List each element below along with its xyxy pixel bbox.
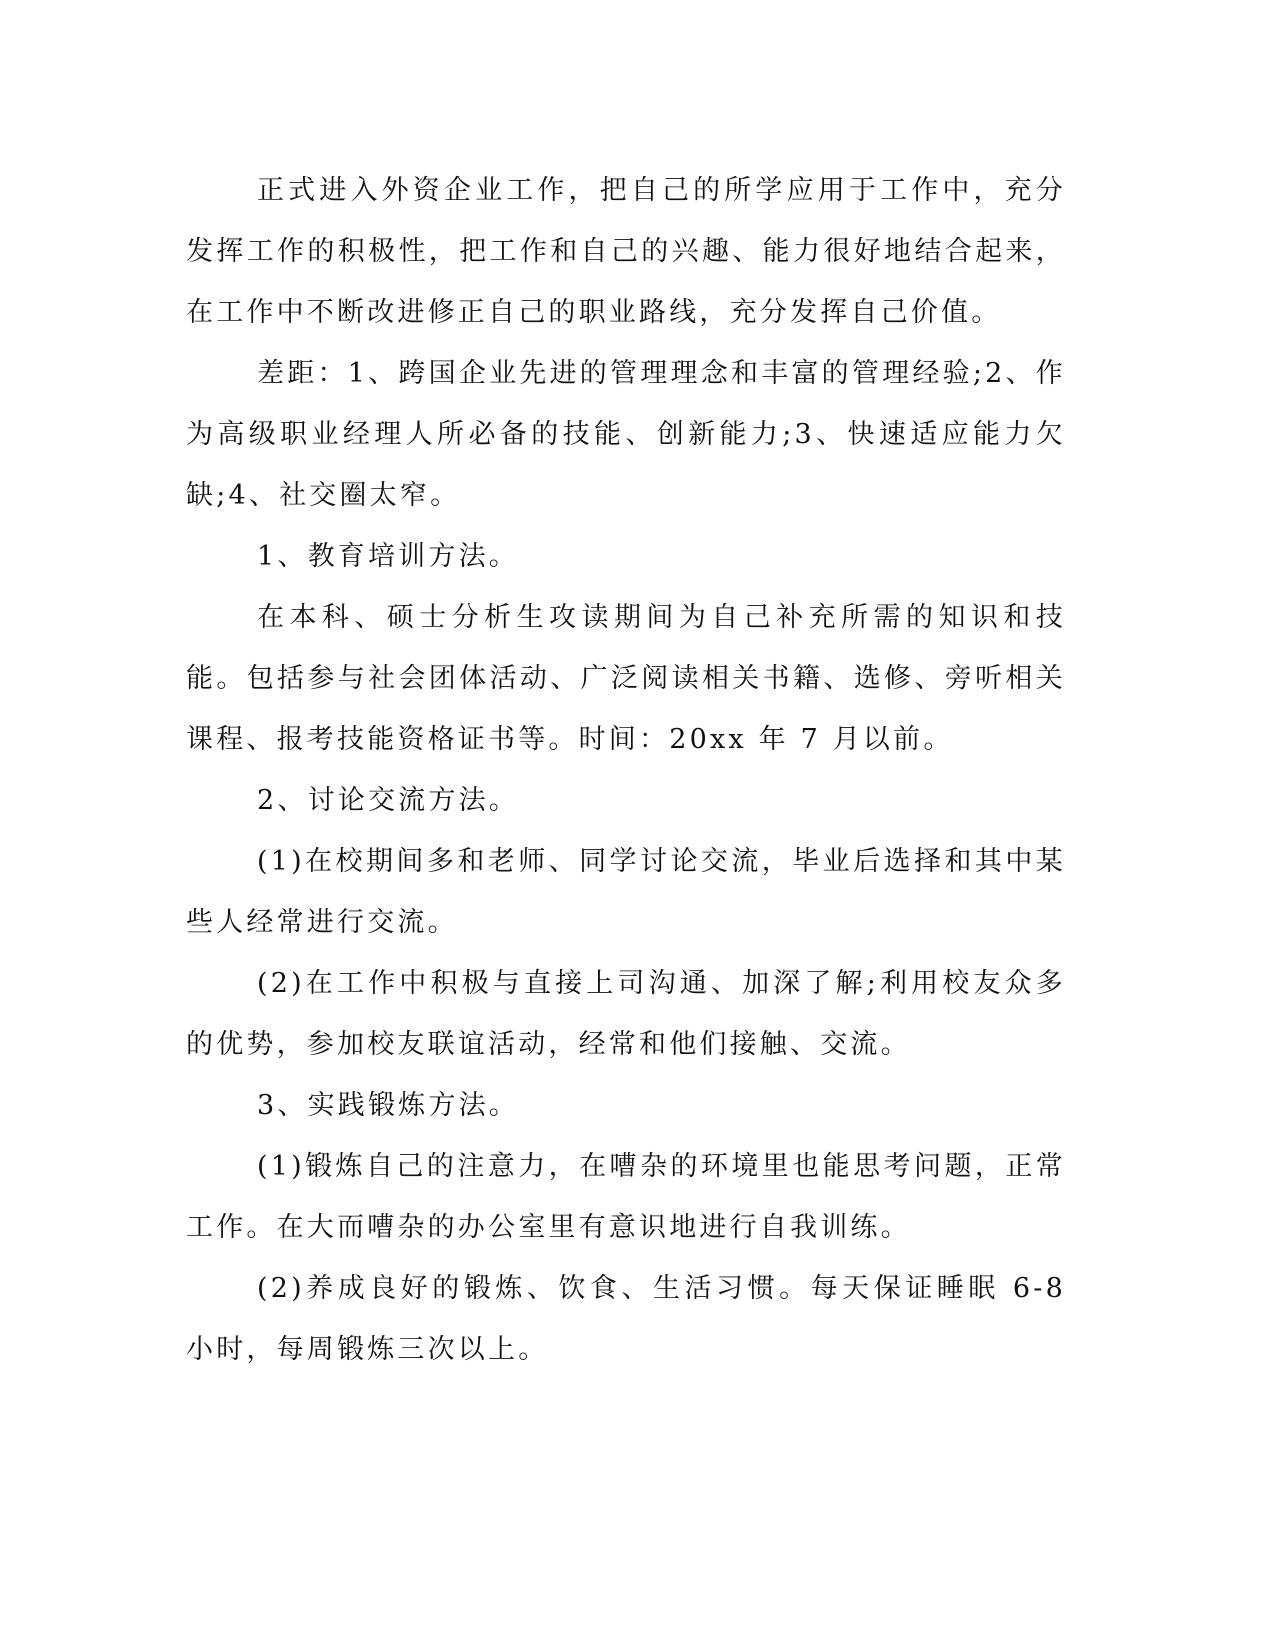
heading-discussion-exchange: 2、讨论交流方法。 xyxy=(257,785,519,816)
heading-education-training: 1、教育培训方法。 xyxy=(257,541,519,572)
paragraph-gaps: 差距：1、跨国企业先进的管理理念和丰富的管理经验;2、作为高级职业经理人所必备的技能、创新能力;3、快速适应能力欠缺;4、社交圈太窄。 xyxy=(186,358,1066,511)
paragraph-education-details: 在本科、硕士分析生攻读期间为自己补充所需的知识和技能。包括参与社会团体活动、广泛阅读相关书籍、选修、旁听相关课程、报考技能资格证书等。时间：20xx 年 7 月以前。 xyxy=(186,602,1066,755)
paragraph-practice-1: (1)锻炼自己的注意力，在嘈杂的环境里也能思考问题，正常工作。在大而嘈杂的办公室里有意识地进行自我训练。 xyxy=(186,1151,1066,1243)
paragraph-practice-2: (2)养成良好的锻炼、饮食、生活习惯。每天保证睡眠 6-8 小时，每周锻炼三次以上。 xyxy=(186,1273,1066,1365)
paragraph-discussion-2: (2)在工作中积极与直接上司沟通、加深了解;利用校友众多的优势，参加校友联谊活动，经常和他们接触、交流。 xyxy=(186,968,1066,1060)
heading-practice: 3、实践锻炼方法。 xyxy=(257,1090,519,1121)
paragraph-career-goal: 正式进入外资企业工作，把自己的所学应用于工作中，充分发挥工作的积极性，把工作和自己的兴趣、能力很好地结合起来，在工作中不断改进修正自己的职业路线，充分发挥自己价值。 xyxy=(186,175,1066,328)
paragraph-discussion-1: (1)在校期间多和老师、同学讨论交流，毕业后选择和其中某些人经常进行交流。 xyxy=(186,846,1066,938)
document-body xyxy=(186,160,1066,1380)
